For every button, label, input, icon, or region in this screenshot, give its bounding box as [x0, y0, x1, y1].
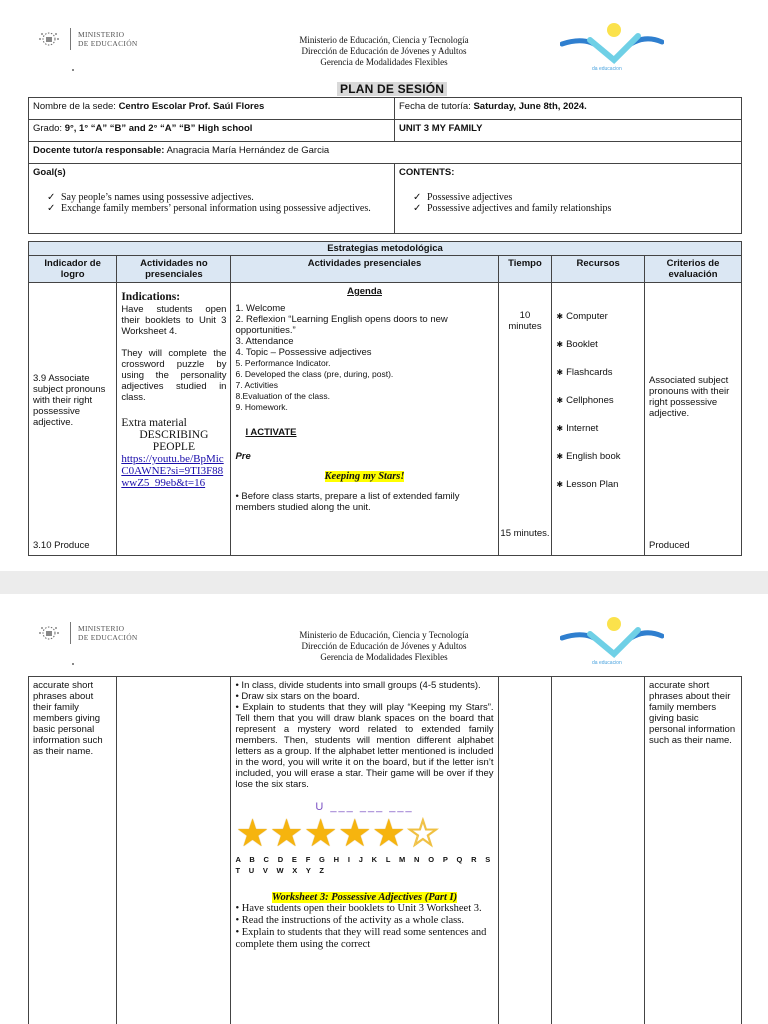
agenda-item: 4. Topic – Possessive adjectives	[235, 347, 372, 358]
resource-item: ✱ Cellphones	[556, 395, 614, 406]
agenda-list	[235, 303, 493, 413]
strategies-title: Estrategias metodológica	[29, 242, 742, 256]
indicator-text: 3.9 Associate subject pronouns with their right possessive adjective.	[33, 373, 106, 428]
ministry-logo-text: MINISTERIO DE EDUCACIÓN	[78, 30, 138, 48]
indicator-cell	[29, 283, 117, 556]
resource-item: ✱ English book	[556, 451, 621, 462]
info-row-sede	[29, 98, 742, 120]
sede-value: Centro Escolar Prof. Saúl Flores	[118, 101, 265, 112]
step-item: • In class, divide students into small groups (4-5 students).	[235, 680, 481, 691]
header-lines: Ministerio de Educación, Ciencia y Tecnología Dirección de Educación de Jóvenes y Adultos Gerencia de Modalidades Flexibles	[299, 35, 469, 67]
resource-item: ✱ Flashcards	[556, 367, 613, 378]
star-icon: ★	[337, 813, 372, 855]
star-icon: ★	[371, 813, 406, 855]
decor-dot	[72, 69, 74, 71]
criteria-text-2: Produced	[649, 540, 690, 551]
page-gap	[0, 571, 768, 594]
content-item: ✓ Possessive adjectives and family relationships	[413, 203, 737, 214]
ws-step: • Have students open their booklets to Unit 3 Worksheet 3.	[235, 903, 482, 914]
resources-cell	[552, 677, 645, 1024]
col-header: Actividades presenciales	[231, 256, 498, 283]
ws-step: • Read the instructions of the activity as a whole class.	[235, 915, 464, 926]
ministry-logo-text: MINISTERIO DE EDUCACIÓN	[78, 624, 138, 642]
agenda-item: 9. Homework.	[235, 402, 288, 412]
mystery-word: U ___ ___ ___	[315, 801, 414, 813]
agenda-item: 5. Performance Indicator.	[235, 358, 331, 368]
right-logo-caption: da educacion	[592, 66, 622, 72]
resource-item: ✱ Booklet	[556, 339, 598, 350]
header-lines: Ministerio de Educación, Ciencia y Tecnología Dirección de Educación de Jóvenes y Adultos Gerencia de Modalidades Flexibles	[299, 630, 469, 662]
info-row-grado	[29, 120, 742, 142]
extra-material: Extra material	[121, 417, 187, 429]
agenda-item: 6. Developed the class (pre, during, post).	[235, 369, 394, 379]
stars-row	[235, 813, 493, 855]
decor-dot	[72, 663, 74, 665]
info-table	[28, 97, 742, 234]
resources-list	[556, 311, 640, 490]
star-icon: ★	[235, 813, 270, 855]
indications-heading: Indications:	[121, 291, 181, 303]
star-icon: ★	[269, 813, 304, 855]
col-header: Tiempo	[498, 256, 552, 283]
time-cell	[498, 677, 552, 1024]
agenda-item: 7. Activities	[235, 380, 278, 390]
criteria-cell: accurate short phrases about their family members giving basic personal information such as their name.	[645, 677, 742, 1024]
bullet-icon: ✱	[556, 452, 564, 461]
goal-item: ✓ Say people’s names using possessive adjectives.	[47, 192, 390, 203]
col-header: Recursos	[552, 256, 645, 283]
contents-label: CONTENTS:	[399, 167, 455, 178]
before-class-text: • Before class starts, prepare a list of extended family members studied along the unit.	[235, 491, 460, 513]
docente-value: Anagracia María Hernández de Garcia	[166, 145, 330, 156]
resources-cell	[552, 283, 645, 556]
criteria-text: Associated subject pronouns with their right possessive adjective.	[649, 375, 730, 419]
adult-education-logo	[560, 22, 664, 70]
strategies-main-row	[29, 283, 742, 556]
resource-item: ✱ Internet	[556, 423, 599, 434]
worksheet-steps	[235, 903, 493, 951]
indications-p2: They will complete the crossword puzzle by using the personality adjectives studied in class.	[121, 348, 227, 403]
agenda-item: 3. Attendance	[235, 336, 294, 347]
step-item: • Explain to students that they will play “Keeping my Stars”. Tell them that you will draw blank spaces on the board that represent a mystery word related to extended family members. Then, students will mention different alphabet letters as a group. If the alphabet letter mentioned is included in the word, you will write it on the board, but if the letter isn’t included, you will erase a star. Their game will be over if they lose the six stars.	[235, 702, 494, 790]
bullet-icon: ✱	[556, 396, 564, 405]
agenda-title: Agenda	[347, 286, 382, 297]
presencial-cell	[231, 677, 498, 1024]
goals-label: Goal(s)	[33, 167, 66, 178]
page-2	[0, 594, 768, 1024]
resource-item: ✱ Lesson Plan	[556, 479, 619, 490]
right-logo-caption: da educacion	[592, 660, 622, 666]
pre-heading: Pre	[235, 451, 251, 462]
info-row-docente	[29, 142, 742, 164]
goals-list	[33, 192, 390, 214]
info-row-goals	[29, 164, 742, 234]
time-cell	[498, 283, 552, 556]
strategies-table	[28, 241, 742, 556]
grado-value: 9°, 1° “A” “B” and 2° “A” “B” High school	[64, 123, 253, 134]
strategies-title-row	[29, 242, 742, 256]
sede-cell: Nombre de la sede: Centro Escolar Prof. Saúl Flores	[29, 98, 395, 120]
no-presencial-cell	[117, 677, 231, 1024]
agenda-item: 8.Evaluation of the class.	[235, 391, 330, 401]
bullet-icon: ✱	[556, 424, 564, 433]
resource-item: ✱ Computer	[556, 311, 608, 322]
activate-heading: I ACTIVATE	[245, 427, 297, 438]
fecha-value: Saturday, June 8th, 2024.	[473, 101, 587, 112]
ws-step: • Explain to students that they will read some sentences and complete them using the correct	[235, 927, 487, 950]
bullet-icon: ✱	[556, 340, 564, 349]
describing-people: DESCRIBING PEOPLE	[139, 429, 209, 453]
bullet-icon: ✱	[556, 312, 564, 321]
grado-cell: Grado: 9°, 1° “A” “B” and 2° “A” “B” High school	[29, 120, 395, 142]
step-item: • Draw six stars on the board.	[235, 691, 360, 702]
plan-title: PLAN DE SESIÓN	[337, 82, 447, 96]
agenda-item: 1. Welcome	[235, 303, 286, 314]
time-1: 10 minutes	[508, 310, 542, 332]
contents-list	[399, 192, 737, 214]
presencial-cell	[231, 283, 498, 556]
indicator-text-2: 3.10 Produce	[33, 540, 90, 551]
criteria-cell	[645, 283, 742, 556]
empty-star-icon: ☆	[405, 813, 440, 855]
bullet-icon: ✱	[556, 480, 564, 489]
continued-row	[29, 677, 742, 1024]
strategies-table-continued	[28, 676, 742, 1024]
content-item: ✓ Possessive adjectives	[413, 192, 737, 203]
time-2: 15 minutes.	[500, 528, 550, 539]
video-link[interactable]: https://youtu.be/BpMicC0AWNE?si=9TI3F88wwZ5_99eb&t=16	[121, 453, 224, 489]
col-header: Actividades no presenciales	[117, 256, 231, 283]
goals-cell	[29, 164, 395, 234]
agenda-item: 2. Reflexion “Learning English opens doors to new opportunities.”	[235, 314, 448, 336]
worksheet-title: Worksheet 3: Possessive Adjectives (Part I)	[271, 892, 458, 903]
unit-cell: UNIT 3 MY FAMILY	[395, 120, 742, 142]
no-presencial-cell	[117, 283, 231, 556]
adult-education-logo	[560, 616, 664, 664]
indicator-cell: accurate short phrases about their family members giving basic personal information such as their name.	[29, 677, 117, 1024]
bullet-icon: ✱	[556, 368, 564, 377]
game-title: Keeping my Stars!	[324, 471, 405, 482]
contents-cell	[395, 164, 742, 234]
alphabet-strip: A B C D E F G H I J K L M N O P Q R S T U V W X Y Z	[235, 855, 494, 875]
goal-item: ✓ Exchange family members’ personal information using possessive adjectives.	[47, 203, 390, 214]
docente-cell: Docente tutor/a responsable: Anagracia María Hernández de Garcia	[29, 142, 742, 164]
fecha-cell: Fecha de tutoría: Saturday, June 8th, 2024.	[395, 98, 742, 120]
star-icon: ★	[303, 813, 338, 855]
col-header: Indicador de logro	[29, 256, 117, 283]
strategies-header-row	[29, 256, 742, 283]
col-header: Criterios de evaluación	[645, 256, 742, 283]
indications-p1: Have students open their booklets to Unit 3 Worksheet 4.	[121, 304, 227, 337]
